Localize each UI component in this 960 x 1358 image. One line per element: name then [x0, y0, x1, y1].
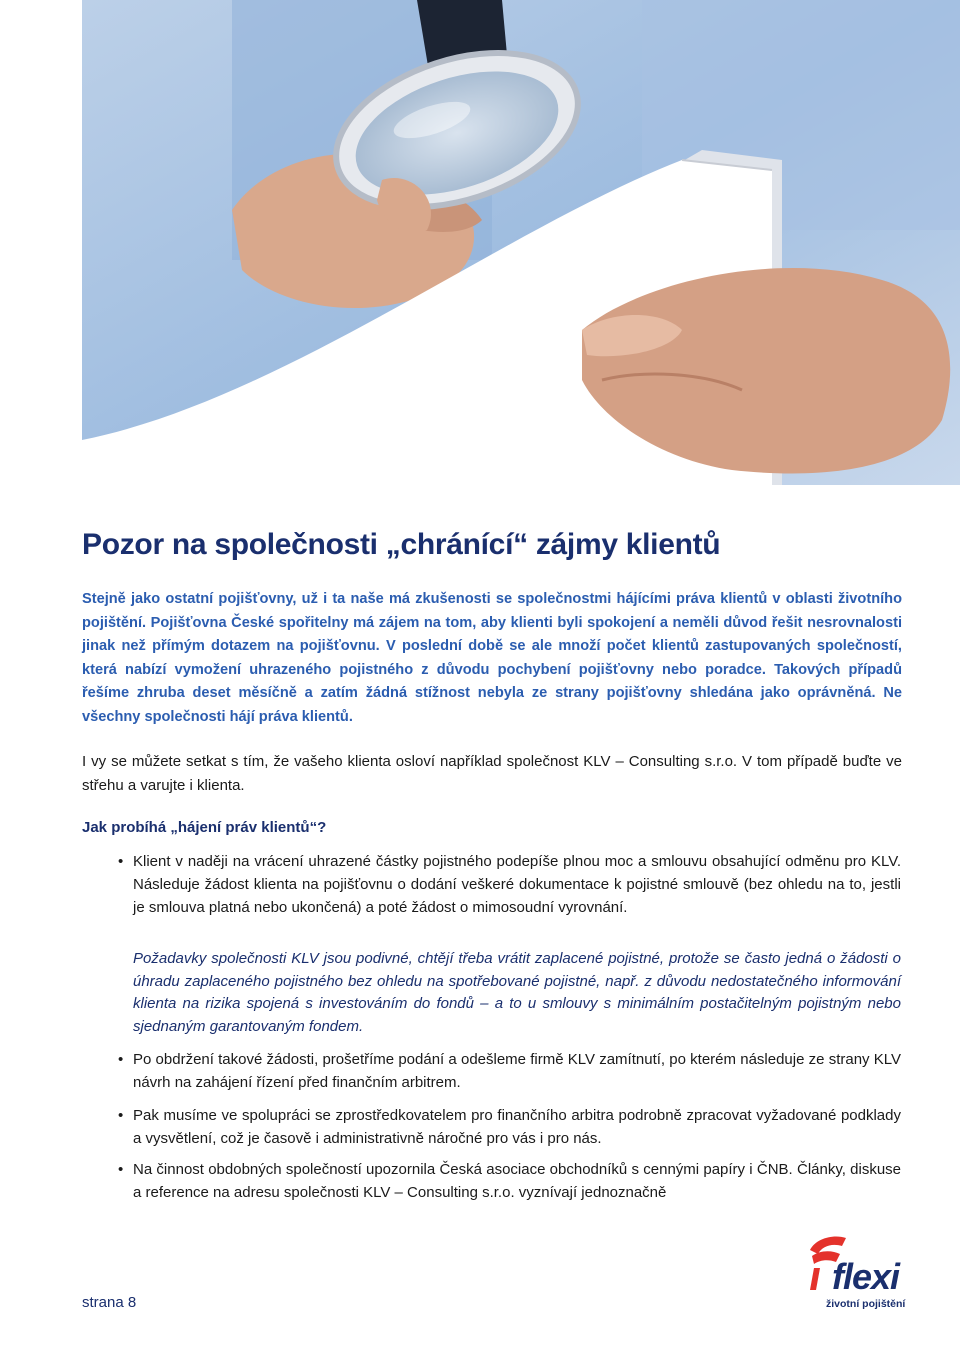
bullet-item-2: Po obdržení takové žádosti, prošetříme podání a odešleme firmě KLV zamítnutí, po kterém následuje ze strany KLV návrh na zahájení řízení před finančním arbitrem. [133, 1051, 901, 1091]
intro-paragraph: Stejně jako ostatní pojišťovny, už i ta naše má zkušenosti se společnostmi hájícími práva klientů v oblasti životního pojištění. Pojišťovna České spořitelny má zájem na tom, aby klienti byli spokojení a neměli důvod řešit nesrovnalosti jinak než přímým dotazem na pojišťovnu. V poslední době se ale množí počet klientů zastupovaných společností, která nabízí vymožení uhrazeného pojistného z důvodu pochybení pojišťovny nebo poradce. Takových případů řešíme zhruba deset měsíčně a zatím žádná stížnost nebyla ze strany pojišťovny shledána jako oprávněná. Ne všechny společnosti hájí práva klientů. [82, 591, 902, 725]
page-title: Pozor na společnosti „chránící“ zájmy klientů [82, 528, 721, 561]
bullet-dot: • [118, 1107, 124, 1124]
bullet-item-1: Klient v naději na vrácení uhrazené částky pojistného podepíše plnou moc a smlouvu obsahující odměnu pro KLV. Následuje žádost klienta na pojišťovnu o dodání veškeré dokumentace k pojistné smlouvě (bez ohledu na to, jestli je smlouva platná nebo ukončená) a poté žádost o mimosoudní vyrovnání. [133, 853, 901, 916]
warning-paragraph: I vy se můžete setkat s tím, že vašeho klienta osloví například společnost KLV – Consulting s.r.o. V tom případě buďte ve střehu a varujte i klienta. [82, 753, 902, 794]
logo-tagline: životní pojištění [826, 1298, 906, 1310]
italic-note: Požadavky společnosti KLV jsou podivné, chtějí třeba vrátit zaplacené pojistné, protože se často jedná o žádosti o úhradu zaplaceného pojistného bez ohledu na spotřebované pojistné, např. z důvodu nedostatečného informování klienta na rizika spojená s investováním do fondů – a to u smlouvy s minimálním postačitelným pojistným nebo sjednaným garantovaným fondem. [133, 950, 901, 1035]
flexi-logo [806, 1232, 906, 1316]
bullet-dot: • [118, 1051, 124, 1068]
bullet-dot: • [118, 853, 124, 870]
header-photo-magnifier [82, 0, 960, 485]
logo-wordmark: flexi [832, 1256, 900, 1297]
bullet-dot: • [118, 1161, 124, 1178]
page-number: strana 8 [82, 1294, 137, 1311]
bullet-item-4: Na činnost obdobných společností upozornila Česká asociace obchodníků s cennými papíry i ČNB. Články, diskuse a reference na adresu společnosti KLV – Consulting s.r.o. vyznívají jednoznačně [133, 1161, 901, 1201]
section-subheading: Jak probíhá „hájení práv klientů“? [82, 819, 327, 836]
bullet-item-3: Pak musíme ve spolupráci se zprostředkovatelem pro finančního arbitra podrobně zpracovat vyžadované podklady a vysvětlení, což je časově i administrativně náročné pro vás i pro nás. [133, 1107, 901, 1147]
